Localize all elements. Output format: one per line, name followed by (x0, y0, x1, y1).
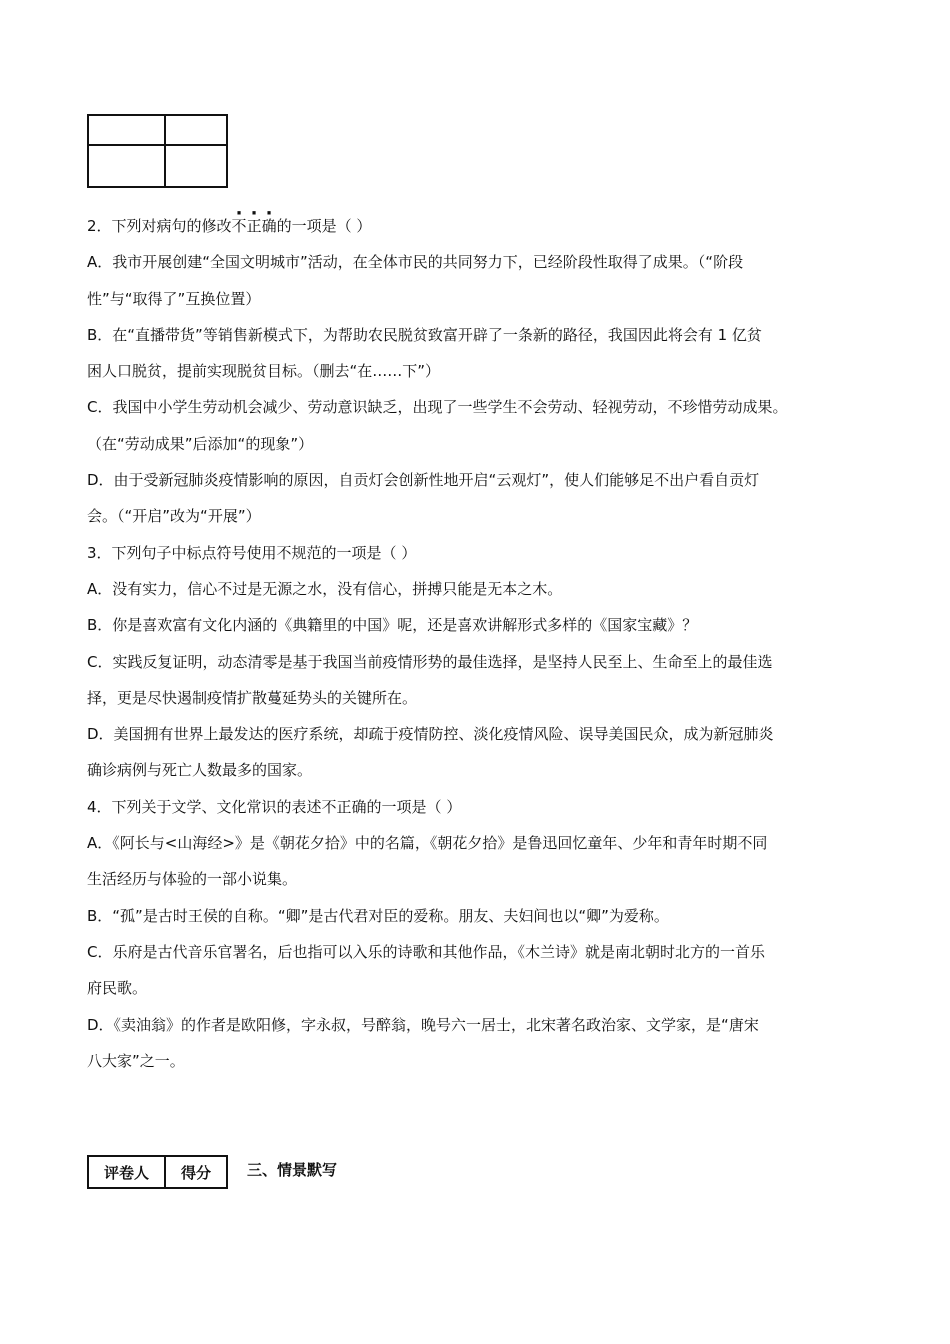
question-4-option-d: D．《卖油翁》的作者是欧阳修，字永叔，号醉翁，晚号六一居士，北宋著名政治家、文学家，是“唐宋 (87, 1015, 759, 1034)
questions-area (87, 208, 867, 1079)
question-3-stem: 3．下列句子中标点符号使用不规范的一项是（ ） (87, 543, 417, 562)
question-2-option-d: D．由于受新冠肺炎疫情影响的原因，自贡灯会创新性地开启“云观灯”，使人们能够足不出户看自贡灯 (87, 471, 760, 490)
emphasis-char: 确 (261, 217, 277, 235)
emphasis-char: 不 (231, 217, 247, 235)
score-label: 得分 (165, 1156, 227, 1188)
score-box-table (87, 114, 228, 188)
question-3-option-d-cont: 确诊病例与死亡人数最多的国家。 (87, 761, 313, 780)
question-2-option-b: B．在“直播带货”等销售新模式下，为帮助农民脱贫致富开辟了一条新的路径，我国因此将会有 1 亿贫 (87, 325, 762, 344)
question-4-option-d-cont: 八大家”之一。 (87, 1051, 185, 1070)
question-4-option-a-cont: 生活经历与体验的一部小说集。 (87, 870, 298, 889)
question-4-stem: 4．下列关于文学、文化常识的表述不正确的一项是（ ） (87, 797, 462, 816)
question-4-option-b: B．“孤”是古时王侯的自称。“卿”是古代君对臣的爱称。朋友、夫妇间也以“卿”为爱称。 (87, 906, 669, 925)
question-2-option-b-cont: 困人口脱贫，提前实现脱贫目标。（删去“在……下”） (87, 362, 441, 381)
score-box-cell (88, 115, 165, 145)
score-box-cell (165, 115, 227, 145)
question-4-option-c-cont: 府民歌。 (87, 979, 148, 998)
question-2-option-d-cont: 会。（“开启”改为“开展”） (87, 507, 261, 526)
reviewer-label: 评卷人 (88, 1156, 165, 1188)
section-3-title: 三、情景默写 (247, 1161, 338, 1179)
stem-text: 2．下列对病句的修改 (87, 217, 232, 235)
stem-text: 的一项是（ ） (276, 217, 372, 235)
question-2-option-a-cont: 性”与“取得了”互换位置） (87, 289, 261, 308)
question-3-option-a: A．没有实力，信心不过是无源之水，没有信心，拼搏只能是无本之木。 (87, 579, 563, 598)
section-3-score-table (87, 1155, 228, 1189)
score-box-cell (165, 145, 227, 187)
question-2-stem (87, 208, 867, 244)
question-4-option-c: C．乐府是古代音乐官署名，后也指可以入乐的诗歌和其他作品，《木兰诗》就是南北朝时北方的一首乐 (87, 942, 765, 961)
question-2-option-c: C．我国中小学生劳动机会减少、劳动意识缺乏，出现了一些学生不会劳动、轻视劳动，不珍惜劳动成果。 (87, 398, 788, 417)
question-3-option-c: C．实践反复证明，动态清零是基于我国当前疫情形势的最佳选择，是坚持人民至上、生命至上的最佳选 (87, 652, 773, 671)
question-2-option-c-cont: （在“劳动成果”后添加“的现象”） (87, 434, 314, 453)
question-3-option-d: D．美国拥有世界上最发达的医疗系统，却疏于疫情防控、淡化疫情风险、误导美国民众，成为新冠肺炎 (87, 725, 774, 744)
emphasis-char: 正 (246, 217, 262, 235)
question-2-option-a: A．我市开展创建“全国文明城市”活动，在全体市民的共同努力下，已经阶段性取得了成果。（“阶段 (87, 253, 744, 272)
question-3-option-c-cont: 择，更是尽快遏制疫情扩散蔓延势头的关键所在。 (87, 688, 418, 707)
question-3-option-b: B．你是喜欢富有文化内涵的《典籍里的中国》呢，还是喜欢讲解形式多样的《国家宝藏》？ (87, 616, 698, 635)
question-4-option-a: A．《阿长与<山海经>》是《朝花夕拾》中的名篇，《朝花夕拾》是鲁迅回忆童年、少年和青年时期不同 (87, 834, 768, 853)
score-box-cell (88, 145, 165, 187)
